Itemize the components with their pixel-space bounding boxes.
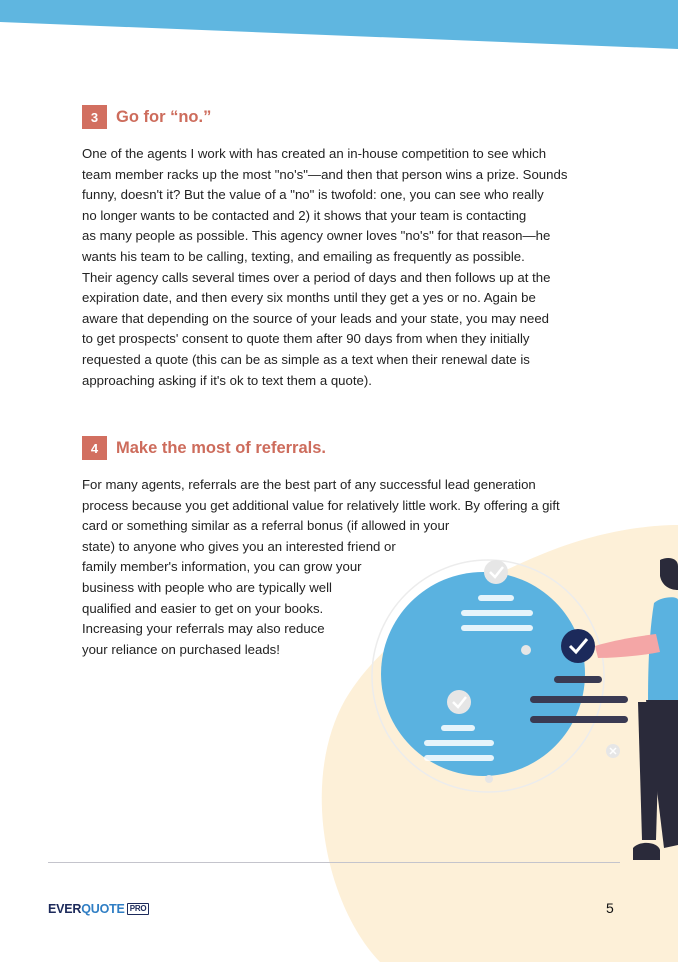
navy-check-icon [561, 629, 595, 663]
paragraph-line: business with people who are typically well [82, 579, 332, 595]
paragraph-line: aware that depending on the source of your leads and your state, you may need [82, 310, 549, 326]
paragraph-line: team member racks up the most "no's"—and then that person wins a prize. Sounds [82, 166, 568, 182]
footer-divider [48, 862, 620, 863]
paragraph-line: approaching asking if it's ok to text them a quote). [82, 372, 372, 388]
paragraph-line: One of the agents I work with has created an in-house competition to see which [82, 146, 547, 161]
section-title: Make the most of referrals. [116, 438, 326, 457]
section-4 [82, 436, 560, 660]
logo-text-quote: QUOTE [81, 902, 125, 916]
section-number-badge: 3 [82, 105, 107, 129]
paragraph-line: your reliance on purchased leads! [82, 641, 280, 657]
paragraph-line: requested a quote (this can be as simple as a text when their renewal date is [82, 351, 530, 367]
section-heading [82, 105, 567, 129]
paragraph-line: qualified and easier to get on your books. [82, 600, 324, 616]
paragraph-line: For many agents, referrals are the best part of any successful lead generation [82, 477, 536, 492]
paragraph-line: expiration date, and then every six months until they get a yes or no. Again be [82, 290, 536, 306]
section-title: Go for “no.” [116, 107, 212, 126]
section-heading [82, 436, 560, 460]
section-paragraph [82, 475, 560, 660]
paragraph-line: card or something similar as a referral bonus (if allowed in your [82, 518, 450, 534]
paragraph-line: no longer wants to be contacted and 2) it shows that your team is contacting [82, 207, 527, 223]
logo-text-ever: EVER [48, 902, 82, 916]
paragraph-line: Increasing your referrals may also reduce [82, 621, 325, 637]
paragraph-line: funny, doesn't it? But the value of a "no" is twofold: one, you can see who really [82, 187, 544, 203]
paragraph-line: wants his team to be calling, texting, and emailing as frequently as possible. [82, 248, 525, 264]
section-paragraph [82, 144, 567, 391]
paragraph-line: to get prospects' consent to quote them after 90 days from when they initially [82, 331, 530, 347]
paragraph-line: state) to anyone who gives you an interested friend or [82, 538, 396, 554]
paragraph-line: family member's information, you can grow your [82, 559, 362, 575]
logo-pro-badge: PRO [127, 903, 150, 915]
paragraph-line: process because you get additional value for relatively little work. By offering a gift [82, 497, 560, 513]
everquote-logo [48, 902, 149, 916]
section-3 [82, 105, 567, 391]
paragraph-line: as many people as possible. This agency owner loves "no's" for that reason—he [82, 228, 551, 244]
paragraph-line: Their agency calls several times over a period of days and then follows up at the [82, 269, 551, 285]
page-number: 5 [606, 900, 614, 916]
section-number-badge: 4 [82, 436, 107, 460]
check-bubble-bottom-icon [447, 690, 471, 714]
